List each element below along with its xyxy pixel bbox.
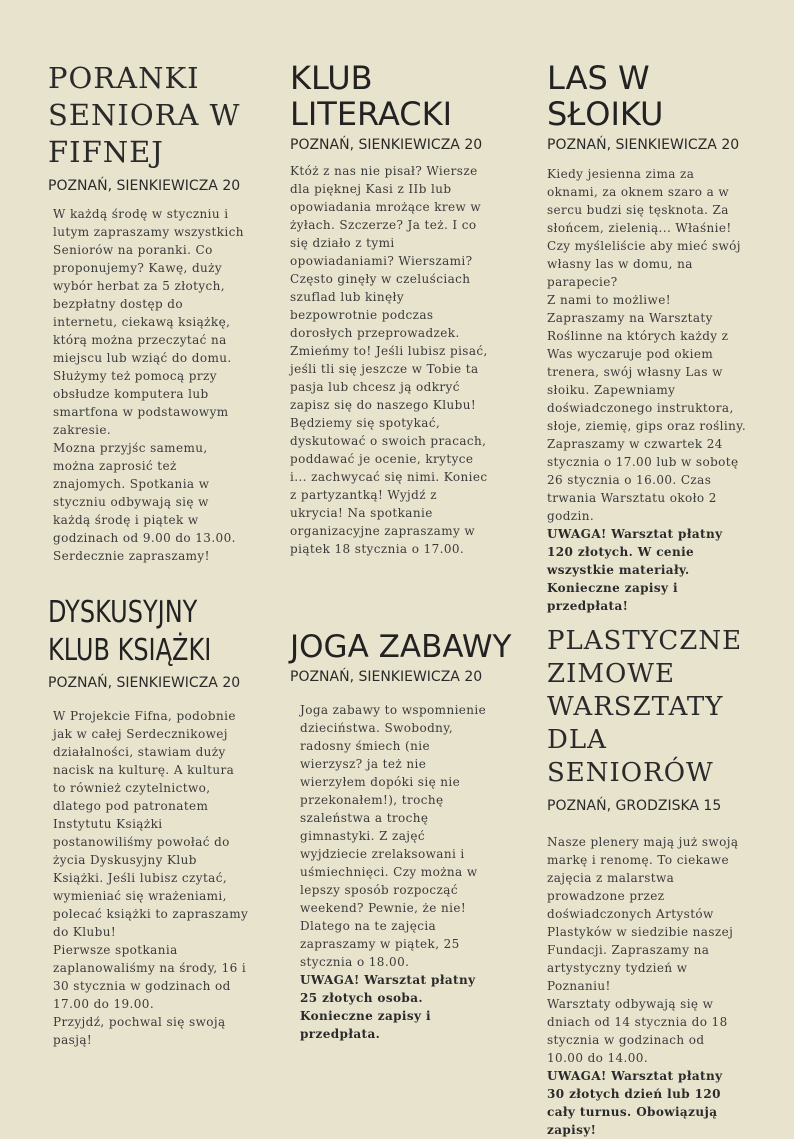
event-location: POZNAŃ, GRODZISKA 15 [547, 798, 722, 814]
event-description: Któż z nas nie pisał? Wiersze dla pięknej Kasi z IIb lub opowiadania mrożące krew w żyłach. Szczerze? Ja też. I co się działo z tymi opowiadaniami? Wierszami? Często ginęły w czeluściach szuflad lub kinęły bezpowrotnie podczas dorosłych przeprowadzek. Zmieńmy to! Jeśli lubisz pisać, jeśli tli się jeszcze w Tobie ta pasja lub chcesz ją odkryć zapisz się do naszego Klubu! Będziemy się spotykać, dyskutować o swoich pracach, poddawać je ocenie, krytyce i... zachwycać się nimi. Koniec z partyzantką! Wyjdź z ukrycia! Na spotkanie organizacyjne zapraszamy w piątek 18 stycznia o 17.00. [290, 164, 488, 556]
event-card-joga-zabawy [290, 628, 512, 1043]
event-payment-note: UWAGA! Warsztat płatny 25 złotych osoba. Konieczne zapisy i przedpłata. [300, 973, 476, 1041]
event-title-text: DYSKUSYJNY KLUB KSIĄŻKI [48, 595, 212, 668]
event-location: POZNAŃ, SIENKIEWICZA 20 [48, 178, 241, 194]
event-card-klub-literacki [290, 60, 495, 558]
event-title: LAS W SŁOIKU [547, 59, 664, 133]
event-location: POZNAŃ, SIENKIEWICZA 20 [547, 137, 740, 153]
event-location: POZNAŃ, SIENKIEWICZA 20 [290, 669, 483, 685]
event-description: Nasze plenery mają już swoją markę i renomę. To ciekawe zajęcia z malarstwa prowadzone przez doświadczonych Artystów Plastyków w siedzibie naszej Fundacji. Zapraszamy na artystyczny tydzień w Poznaniu! Warsztaty odbywają się w dniach od 14 stycznia do 18 stycznia w godzinach od 10.00 do 14.00. [547, 835, 739, 1065]
event-description: Kiedy jesienna zima za oknami, za oknem szaro a w sercu budzi się tęsknota. Za słońcem, zielenią... Właśnie! Czy myśleliście aby mieć swój własny las w domu, na parapecie? Z nami to możliwe! Zapraszamy na Warsztaty Roślinne na których każdy z Was wyczaruje pod okiem trenera, swój własny Las w słoiku. Zapewniamy doświadczonego instruktora, słoje, ziemię, gips oraz rośliny. Zapraszamy w czwartek 24 stycznia o 17.00 lub w sobotę 26 stycznia o 16.00. Czas trwania Warsztatu około 2 godzin. [547, 167, 747, 523]
event-location: POZNAŃ, SIENKIEWICZA 20 [290, 137, 483, 153]
event-title: PORANKI SENIORA W FIFNEJ [48, 61, 241, 169]
event-location: POZNAŃ, SIENKIEWICZA 20 [48, 675, 241, 691]
event-payment-note: UWAGA! Warsztat płatny 120 złotych. W cenie wszystkie materiały. Konieczne zapisy i przedpłata! [547, 527, 723, 613]
event-title [48, 594, 248, 670]
event-description: Joga zabawy to wspomnienie dzieciństwa. Swobodny, radosny śmiech (nie wierzysz? ja też nie wierzyłem dopóki się nie przekonałem!), trochę szaleństwa a trochę gimnastyki. Z zajęć wyjdziecie zrelaksowani i uśmiechnięci. Czy można w lepszy sposób rozpocząć weekend? Pewnie, że nie! Dlatego na te zajęcia zapraszamy w piątek, 25 stycznia o 18.00. [300, 703, 487, 969]
event-card-poranki-seniora [48, 60, 248, 565]
event-payment-note: UWAGA! Warsztat płatny 30 złotych dzień lub 120 cały turnus. Obowiązują zapisy! [547, 1069, 723, 1137]
event-title: PLASTYCZNE ZIMOWE WARSZTATY DLA SENIORÓW [547, 626, 743, 788]
event-description: W Projekcie Fifna, podobnie jak w całej Serdecznikowej działalności, stawiam duży nacisk na kulturę. A kultura to również czytelnictwo, dlatego pod patronatem Instytutu Książki postanowiliśmy powołać do życia Dyskusyjny Klub Książki. Jeśli lubisz czytać, wymieniać się wrażeniami, polecać książki to zapraszamy do Klubu! Pierwsze spotkania zaplanowaliśmy na środy, 16 i 30 stycznia w godzinach od 17.00 do 19.00. Przyjdź, pochwal się swoją pasją! [53, 709, 249, 1047]
event-card-plastyczne-warsztaty [547, 625, 772, 1139]
event-card-dyskusyjny-klub-ksiazki [48, 594, 263, 1049]
event-title: KLUB LITERACKI [290, 59, 453, 133]
event-card-las-w-sloiku [547, 60, 757, 615]
event-title: JOGA ZABAWY [290, 629, 512, 665]
event-description: W każdą środę w styczniu i lutym zapraszamy wszystkich Seniorów na poranki. Co proponujemy? Kawę, duży wybór herbat za 5 złotych, bezpłatny dostęp do internetu, ciekawą książkę, którą można przeczytać na miejscu lub wziąć do domu. Służymy też pomocą przy obsłudze komputera lub smartfona w podstawowym zakresie. Mozna przyjśc samemu, można zaprosić też znajomych. Spotkania w styczniu odbywają się w każdą środę i piątek w godzinach od 9.00 do 13.00. Serdecznie zapraszamy! [53, 207, 244, 563]
